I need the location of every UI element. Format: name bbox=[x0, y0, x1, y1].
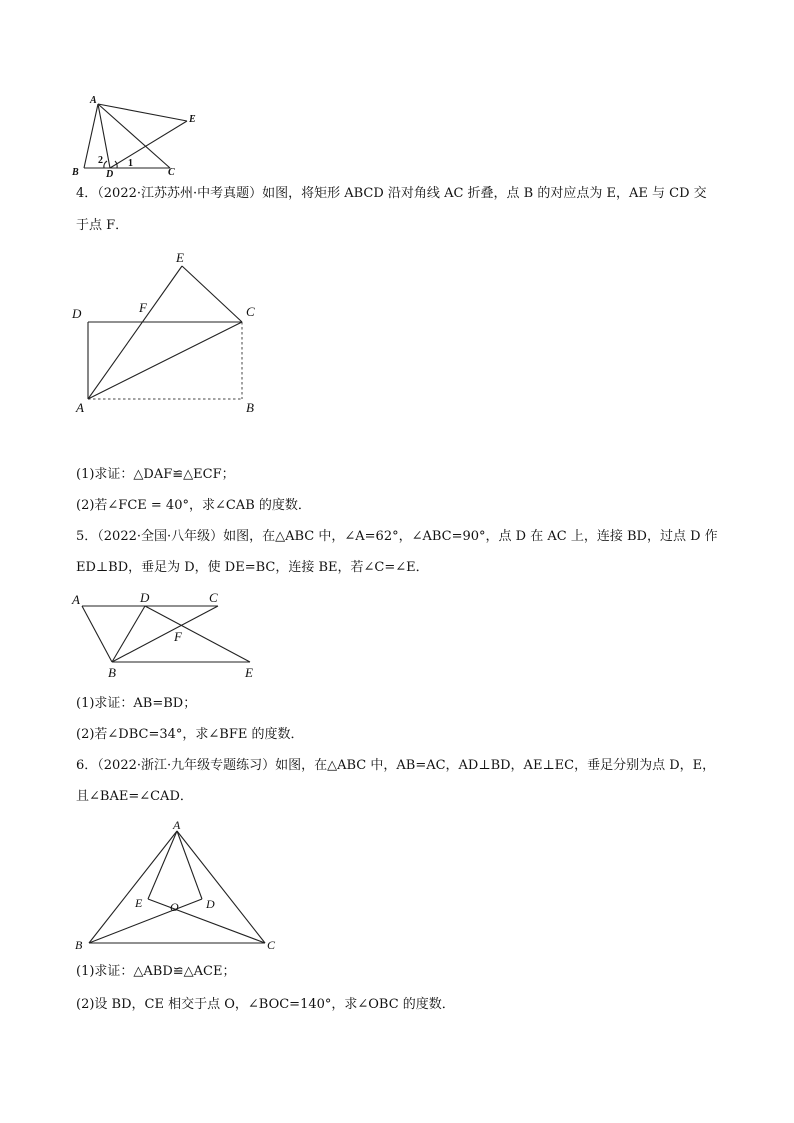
problem6-statement-line1: 6．（2022·浙江·九年级专题练习）如图，在△ABC 中，AB=AC，AD⊥BD，AE⊥EC，垂足分别为点 D，E， bbox=[76, 758, 716, 773]
p6-label-E: E bbox=[135, 896, 143, 910]
p6-label-D: D bbox=[206, 897, 215, 911]
angle-label-2: 2 bbox=[98, 155, 103, 166]
p6-label-B: B bbox=[75, 938, 83, 952]
p5-label-E: E bbox=[245, 665, 253, 680]
problem4-statement-line2: 于点 F． bbox=[76, 218, 129, 233]
figure-problem6 bbox=[89, 831, 265, 943]
p4-label-F: F bbox=[139, 300, 147, 315]
problem6-question2: (2)设 BD，CE 相交于点 O，∠BOC=140°，求∠OBC 的度数． bbox=[76, 997, 455, 1012]
problem5-statement-line2: ED⊥BD，垂足为 D，使 DE=BC，连接 BE，若∠C=∠E． bbox=[76, 560, 429, 575]
problem5-question1: (1)求证：AB=BD； bbox=[76, 696, 197, 711]
p5-label-C: C bbox=[209, 590, 218, 605]
p6-label-O: O bbox=[170, 900, 179, 914]
problem6-statement-line2: 且∠BAE=∠CAD． bbox=[76, 789, 193, 804]
p5-label-B: B bbox=[108, 665, 116, 680]
p4-label-D: D bbox=[72, 306, 82, 321]
p4-label-C: C bbox=[246, 304, 255, 319]
figure-problem5 bbox=[82, 606, 250, 662]
p5-label-A: A bbox=[72, 592, 80, 607]
angle-label-1: 1 bbox=[128, 158, 133, 169]
label-C: C bbox=[168, 167, 175, 178]
p4-label-B: B bbox=[246, 400, 254, 415]
label-B: B bbox=[72, 167, 79, 178]
problem5-question2: (2)若∠DBC=34°，求∠BFE 的度数． bbox=[76, 727, 304, 742]
p5-label-D: D bbox=[140, 590, 150, 605]
label-A: A bbox=[90, 95, 97, 106]
p6-label-C: C bbox=[267, 938, 276, 952]
label-E: E bbox=[189, 114, 196, 125]
problem5-statement-line1: 5．（2022·全国·八年级）如图，在△ABC 中，∠A=62°，∠ABC=90°，点 D 在 AC 上，连接 BD，过点 D 作 bbox=[76, 529, 718, 544]
problem4-statement-line1: 4．（2022·江苏苏州·中考真题）如图，将矩形 ABCD 沿对角线 AC 折叠，点 B 的对应点为 E，AE 与 CD 交 bbox=[76, 186, 707, 201]
figure-problem4 bbox=[88, 266, 242, 399]
label-D: D bbox=[106, 169, 114, 180]
p5-label-F: F bbox=[174, 629, 182, 644]
p6-label-A: A bbox=[173, 818, 181, 832]
problem4-question2: (2)若∠FCE = 40°，求∠CAB 的度数． bbox=[76, 498, 311, 513]
p4-label-A: A bbox=[76, 400, 84, 415]
problem6-question1: (1)求证：△ABD≌△ACE； bbox=[76, 964, 236, 979]
problem4-question1: (1)求证：△DAF≌△ECF； bbox=[76, 467, 235, 482]
p4-label-E: E bbox=[176, 250, 184, 265]
